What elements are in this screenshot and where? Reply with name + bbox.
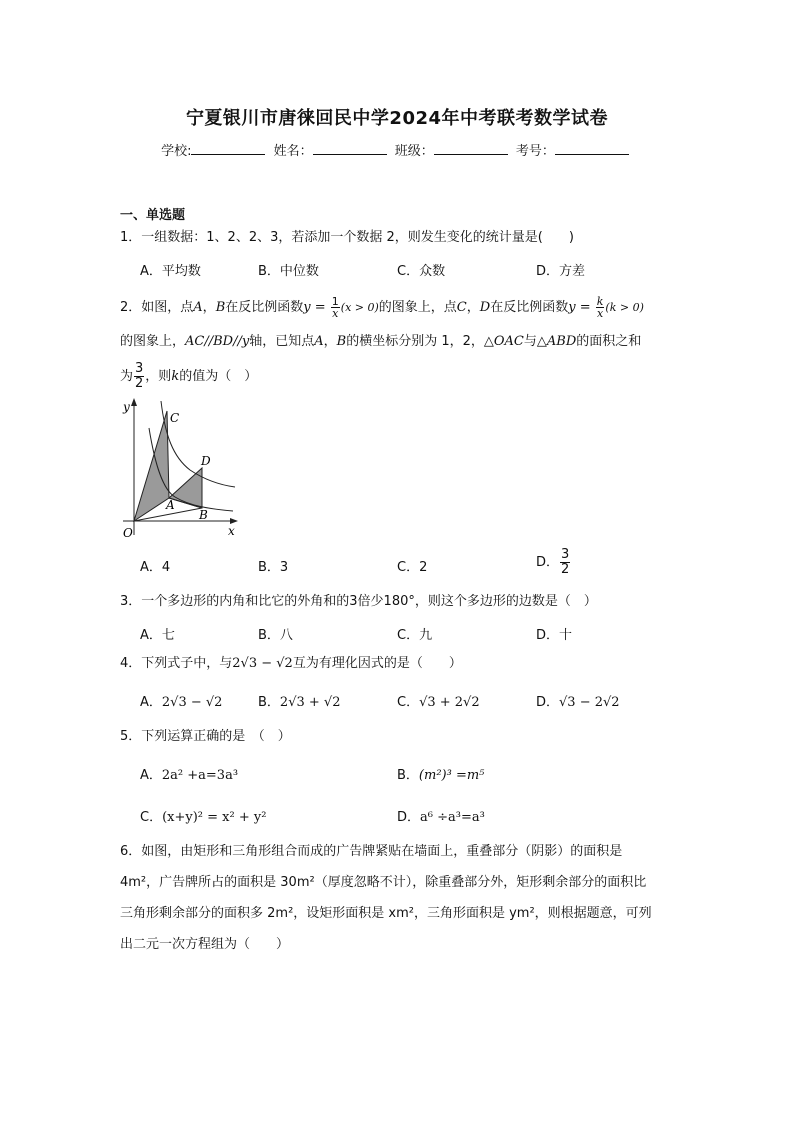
q4-expression: 2√3 − √2	[232, 656, 293, 671]
school-blank[interactable]	[191, 142, 265, 155]
exam-no-blank[interactable]	[555, 142, 629, 155]
option-text: 2	[419, 560, 428, 575]
triangle-oac-shape	[134, 411, 169, 521]
option-a[interactable]	[140, 556, 170, 575]
class-label: 班级：	[394, 144, 434, 159]
question-5-text: 5．下列运算正确的是 （ ）	[120, 729, 291, 744]
fig-label-o: O	[123, 526, 133, 540]
fig-label-c: C	[170, 411, 180, 425]
q2-text: 的值为（ ）	[179, 369, 258, 384]
option-text: 八	[279, 628, 293, 643]
option-c[interactable]	[397, 691, 480, 710]
option-d[interactable]	[536, 260, 585, 279]
option-a[interactable]	[140, 260, 201, 279]
fig-label-x: x	[228, 524, 235, 538]
option-letter: B．	[258, 264, 280, 279]
q2-text: 2．如图，点	[120, 300, 194, 315]
q6-line: 出二元一次方程组为（ ）	[120, 937, 290, 952]
fraction-numerator: k	[596, 295, 604, 308]
option-b[interactable]	[258, 624, 293, 643]
fraction-numerator: 1	[331, 295, 339, 308]
option-text: 2a² +a=3a³	[161, 768, 239, 783]
option-letter: A．	[140, 628, 162, 643]
option-a[interactable]	[140, 691, 222, 710]
option-text: 平均数	[161, 264, 201, 279]
option-letter: B．	[258, 695, 280, 710]
option-d[interactable]	[536, 548, 571, 577]
fig-label-b: B	[199, 508, 208, 522]
q6-line: 三角形剩余部分的面积多 2m²，设矩形面积是 xm²，三角形面积是 ym²，则根据题意，可列	[120, 906, 652, 921]
option-letter: B．	[397, 768, 419, 783]
name-label: 姓名：	[273, 144, 313, 159]
option-b[interactable]	[258, 556, 288, 575]
q2-text: 的横坐标分别为 1，2，	[346, 334, 484, 349]
q2-text: ，则	[145, 369, 172, 384]
option-b[interactable]	[258, 260, 319, 279]
question-2-line-1	[120, 296, 644, 319]
q2-text: 为	[120, 369, 134, 384]
q2-comma: ，	[466, 300, 480, 315]
q4-text: 互为有理化因式的是（ ）	[292, 656, 462, 671]
class-blank[interactable]	[434, 142, 508, 155]
fraction-denominator: x	[332, 307, 339, 320]
option-text: 方差	[559, 264, 586, 279]
option-d[interactable]	[536, 624, 572, 643]
fraction-denominator: 2	[135, 376, 144, 391]
option-a[interactable]	[140, 624, 175, 643]
question-4-text	[120, 655, 462, 673]
option-text: (x+y)² = x² + y²	[162, 810, 267, 825]
option-text: 3	[279, 560, 289, 575]
fig-label-y: y	[123, 400, 130, 414]
option-letter: C．	[397, 695, 420, 710]
area-sum-fraction	[134, 362, 144, 391]
q2-text: 与	[523, 334, 537, 349]
q2-comma: ，	[202, 300, 216, 315]
q2-text: 的图象上，点	[378, 300, 457, 315]
option-letter: B．	[258, 628, 280, 643]
option-text: 2√3 + √2	[279, 695, 341, 710]
question-2-line-3	[120, 362, 257, 391]
option-letter: A．	[140, 264, 162, 279]
option-letter: C．	[397, 264, 420, 279]
option-letter: A．	[140, 560, 162, 575]
option-letter: C．	[397, 560, 420, 575]
q4-text: 4．下列式子中，与	[120, 656, 233, 671]
function-2-condition: (k > 0)	[605, 301, 644, 314]
triangle-oac: △OAC	[483, 334, 524, 349]
option-c[interactable]	[397, 260, 445, 279]
option-text: 中位数	[279, 264, 319, 279]
question-6-text	[120, 836, 680, 960]
q2-text: 在反比例函数	[225, 300, 304, 315]
option-text: 七	[161, 628, 175, 643]
student-info-line	[0, 140, 794, 159]
triangle-abd: △ABD	[536, 334, 577, 349]
function-2-fraction	[596, 296, 605, 319]
option-b[interactable]	[397, 764, 484, 783]
exam-title: 宁夏银川市唐徕回民中学2024年中考联考数学试卷	[185, 108, 609, 129]
option-text: 十	[559, 628, 573, 643]
option-text: a⁶ ÷a³=a³	[420, 810, 485, 825]
option-letter: D．	[397, 810, 421, 825]
question-2-line-2	[120, 333, 641, 351]
point-d-label: D	[479, 300, 491, 315]
option-text: 4	[161, 560, 171, 575]
fraction-denominator: 2	[561, 562, 570, 577]
option-d[interactable]	[536, 691, 620, 710]
option-letter: C．	[397, 628, 420, 643]
fraction-denominator: x	[596, 307, 604, 320]
point-b-label: B	[215, 300, 226, 315]
fraction-numerator: 3	[561, 547, 570, 562]
fraction-numerator: 3	[135, 361, 144, 376]
option-letter: C．	[140, 810, 163, 825]
k-variable: k	[171, 369, 180, 384]
function-1-fraction	[331, 296, 340, 319]
option-letter: D．	[536, 264, 560, 279]
option-text: (m²)³ =m⁵	[418, 768, 485, 783]
function-1-lhs: y =	[303, 300, 330, 315]
q6-line: 6．如图，由矩形和三角形组合而成的广告牌紧贴在墙面上，重叠部分（阴影）的面积是	[120, 844, 623, 859]
q2-text: 在反比例函数	[490, 300, 569, 315]
y-axis-arrow-icon	[131, 398, 137, 406]
option-b[interactable]	[258, 691, 340, 710]
option-letter: B．	[258, 560, 280, 575]
option-letter: D．	[536, 695, 560, 710]
parallel-statement: AC//BD//y	[185, 334, 250, 349]
question-2-figure	[115, 395, 245, 545]
q2-text: 的图象上，	[120, 334, 186, 349]
option-c[interactable]	[397, 556, 427, 575]
q2-text: 的面积之和	[576, 334, 642, 349]
function-2-lhs: y =	[568, 300, 595, 315]
question-1-text: 1．一组数据：1、2、2、3，若添加一个数据 2，则发生变化的统计量是( )	[120, 230, 574, 245]
option-text: 2√3 − √2	[161, 695, 223, 710]
point-b-label: B	[336, 334, 347, 349]
option-letter: A．	[140, 695, 162, 710]
option-letter: D．	[536, 555, 560, 570]
option-letter: D．	[536, 628, 560, 643]
option-text: 众数	[419, 264, 446, 279]
point-a-label: A	[314, 334, 324, 349]
point-a-label: A	[193, 300, 203, 315]
fig-label-a: A	[166, 498, 175, 512]
option-text: 九	[419, 628, 433, 643]
option-text: √3 + 2√2	[419, 695, 480, 710]
option-c[interactable]	[397, 624, 432, 643]
name-blank[interactable]	[313, 142, 387, 155]
school-label: 学校:	[161, 144, 192, 159]
section-heading: 一、单选题	[120, 208, 186, 223]
option-d[interactable]	[397, 806, 485, 825]
q2-comma: ，	[323, 334, 337, 349]
q2-text: 轴，已知点	[249, 334, 315, 349]
option-text: √3 − 2√2	[559, 695, 620, 710]
option-letter: A．	[140, 768, 162, 783]
q6-line: 4m²，广告牌所占的面积是 30m²（厚度忽略不计），除重叠部分外，矩形剩余部分的面积比	[120, 875, 647, 890]
option-d-fraction	[560, 548, 570, 577]
point-c-label: C	[456, 300, 467, 315]
option-c[interactable]	[140, 806, 266, 825]
question-3-text: 3．一个多边形的内角和比它的外角和的3倍少180°，则这个多边形的边数是（ ）	[120, 594, 597, 609]
option-a[interactable]	[140, 764, 238, 783]
exam-no-label: 考号：	[515, 144, 555, 159]
function-1-condition: (x > 0)	[340, 301, 379, 314]
fig-label-d: D	[201, 454, 211, 468]
